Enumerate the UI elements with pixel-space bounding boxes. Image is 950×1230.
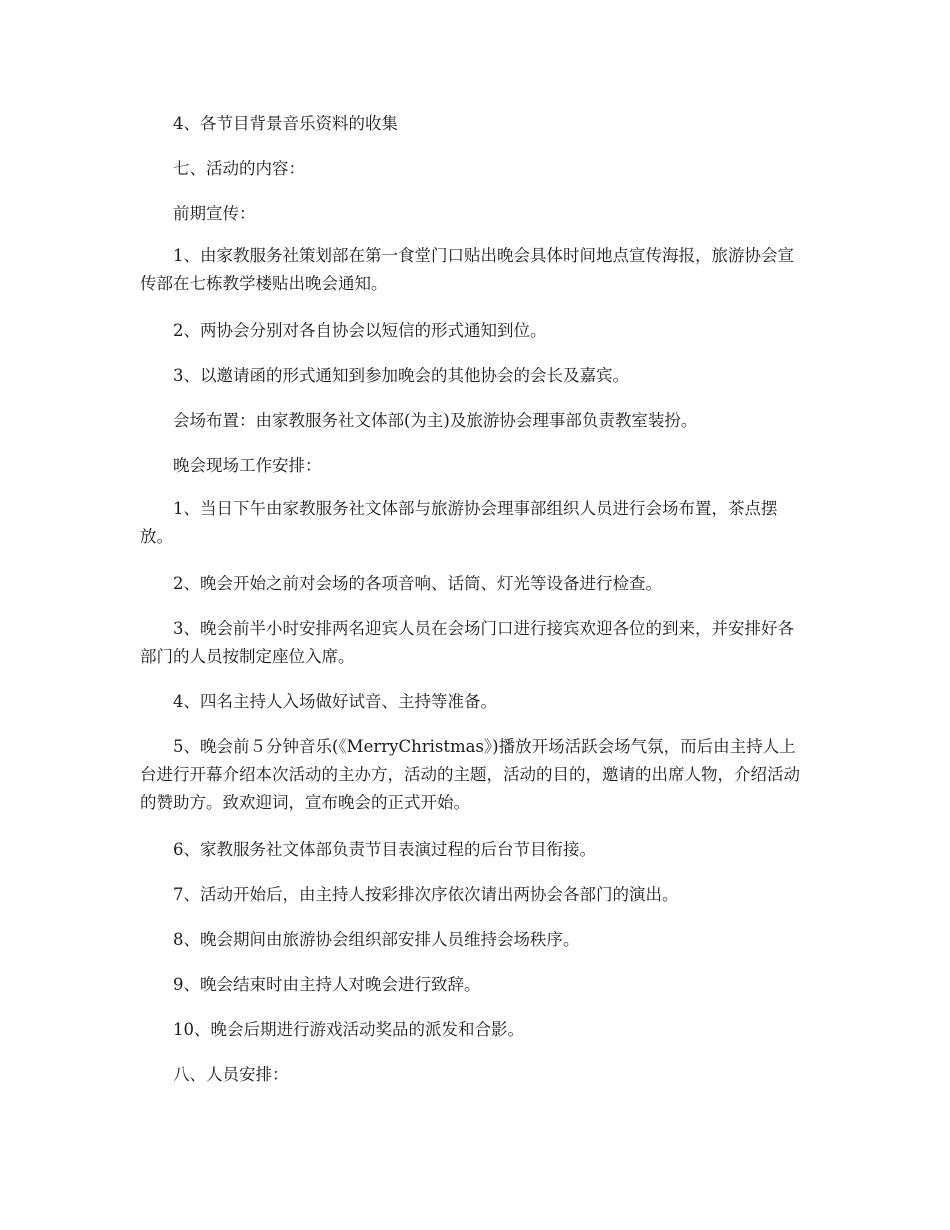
paragraph: 4、各节目背景音乐资料的收集 bbox=[173, 114, 398, 133]
section-heading: 八、人员安排： bbox=[173, 1065, 289, 1084]
paragraph: 1、当日下午由家教服务社文体部与旅游协会理事部组织人员进行会场布置，茶点摆放。 bbox=[140, 499, 778, 546]
paragraph: 6、家教服务社文体部负责节目表演过程的后台节目衔接。 bbox=[173, 840, 596, 859]
paragraph: 会场布置：由家教服务社文体部(为主)及旅游协会理事部负责教室装扮。 bbox=[173, 411, 698, 430]
paragraph: 3、晚会前半小时安排两名迎宾人员在会场门口进行接宾欢迎各位的到来，并安排好各部门的人员按制定座位入席。 bbox=[140, 619, 794, 666]
paragraph: 9、晚会结束时由主持人对晚会进行致辞。 bbox=[173, 975, 481, 994]
paragraph: 3、以邀请函的形式通知到参加晚会的其他协会的会长及嘉宾。 bbox=[173, 366, 629, 385]
paragraph: 1、由家教服务社策划部在第一食堂门口贴出晚会具体时间地点宣传海报，旅游协会宣传部在七栋教学楼贴出晚会通知。 bbox=[140, 246, 794, 293]
section-heading: 七、活动的内容： bbox=[173, 159, 305, 178]
paragraph: 5、晚会前５分钟音乐(《MerryChristmas》)播放开场活跃会场气氛，而后由主持人上台进行开幕介绍本次活动的主办方，活动的主题，活动的目的，邀请的出席人物，介绍活动的赞助方。致欢迎词，宣布晚会的正式开始。 bbox=[140, 737, 800, 812]
subheading: 前期宣传： bbox=[173, 204, 256, 223]
paragraph: 7、活动开始后，由主持人按彩排次序依次请出两协会各部门的演出。 bbox=[173, 885, 679, 904]
paragraph: 8、晚会期间由旅游协会组织部安排人员维持会场秩序。 bbox=[173, 930, 580, 949]
paragraph: 4、四名主持人入场做好试音、主持等准备。 bbox=[173, 692, 497, 711]
paragraph: 2、两协会分别对各自协会以短信的形式通知到位。 bbox=[173, 321, 547, 340]
paragraph: 2、晚会开始之前对会场的各项音响、话筒、灯光等设备进行检查。 bbox=[173, 574, 662, 593]
subheading: 晚会现场工作安排： bbox=[173, 456, 322, 475]
paragraph: 10、晚会后期进行游戏活动奖品的派发和合影。 bbox=[173, 1020, 524, 1039]
